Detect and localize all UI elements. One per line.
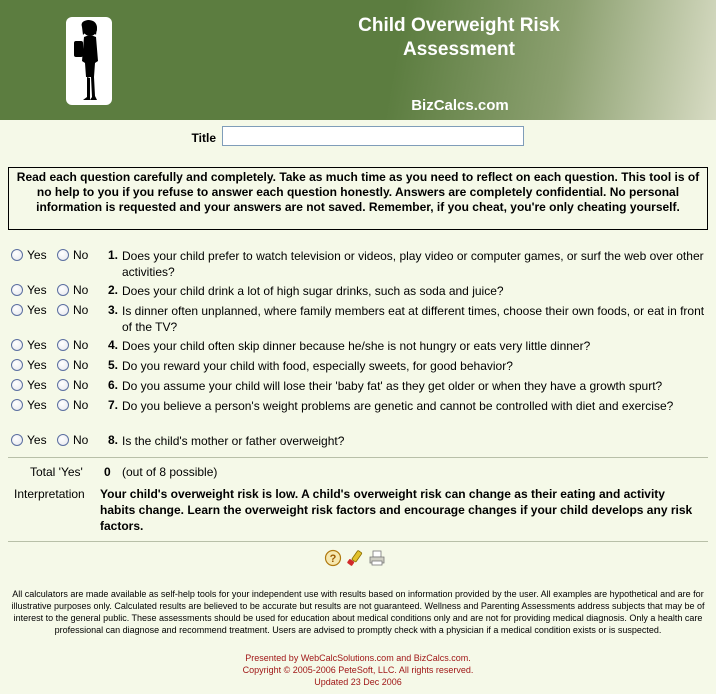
question-text: Does your child prefer to watch television or videos, play video or computer games, or surf the web over other activities? — [122, 249, 704, 279]
question-number: 3. — [107, 303, 118, 317]
no-label: No — [73, 248, 89, 262]
credits-updated: Updated 23 Dec 2006 — [314, 677, 402, 687]
svg-text:?: ? — [329, 553, 337, 565]
brand-name: BizCalcs.com — [411, 97, 509, 114]
yes-radio[interactable] — [11, 379, 23, 391]
no-label: No — [73, 283, 89, 297]
title-label: Title — [191, 131, 216, 145]
yes-radio[interactable] — [11, 249, 23, 261]
interpretation-label: Interpretation — [14, 487, 85, 501]
no-label: No — [73, 433, 89, 447]
no-radio[interactable] — [57, 339, 69, 351]
question-number: 6. — [107, 378, 118, 392]
yes-radio[interactable] — [11, 359, 23, 371]
page-title: Child Overweight Risk Assessment — [358, 15, 560, 60]
divider — [8, 457, 708, 458]
title-row — [0, 126, 716, 150]
question-number: 2. — [107, 283, 118, 297]
help-icon[interactable] — [324, 549, 342, 567]
yes-label: Yes — [27, 378, 47, 392]
yes-label: Yes — [27, 398, 47, 412]
question-text: Do you assume your child will lose their 'baby fat' as they get older or when they have a growth spurt? — [122, 379, 663, 393]
question-text: Is dinner often unplanned, where family members eat at different times, choose their own foods, or eat in front of the TV? — [122, 304, 705, 334]
yes-label: Yes — [27, 338, 47, 352]
yes-radio[interactable] — [11, 339, 23, 351]
yes-label: Yes — [27, 433, 47, 447]
print-icon[interactable] — [368, 549, 386, 567]
yes-label: Yes — [27, 283, 47, 297]
question-number: 5. — [107, 358, 118, 372]
question-text: Is the child's mother or father overweight? — [122, 434, 345, 448]
instructions-box: Read each question carefully and completely. Take as much time as you need to reflect on each question. This tool is of no help to you if you refuse to answer each question honestly. Answers are completely confidential. No personal information is requested and your answers are not saved. Remember, if you cheat, you're only cheating yourself. — [8, 167, 708, 230]
question-number: 1. — [107, 248, 118, 262]
clear-icon[interactable] — [346, 549, 364, 567]
yes-label: Yes — [27, 248, 47, 262]
total-yes-value: 0 — [104, 465, 111, 479]
question-row — [0, 303, 716, 335]
question-text: Do you believe a person's weight problems are genetic and cannot be controlled with diet and exercise? — [122, 399, 674, 413]
yes-radio[interactable] — [11, 399, 23, 411]
question-text: Does your child often skip dinner because he/she is not hungry or eats very little dinner? — [122, 339, 591, 353]
divider — [8, 541, 708, 542]
yes-label: Yes — [27, 303, 47, 317]
question-row — [0, 398, 716, 430]
total-yes-label: Total 'Yes' — [30, 465, 83, 479]
yes-radio[interactable] — [11, 434, 23, 446]
question-number: 7. — [107, 398, 118, 412]
no-label: No — [73, 303, 89, 317]
no-label: No — [73, 338, 89, 352]
yes-radio[interactable] — [11, 284, 23, 296]
no-radio[interactable] — [57, 249, 69, 261]
total-yes-note: (out of 8 possible) — [122, 465, 218, 479]
no-radio[interactable] — [57, 399, 69, 411]
credits-copyright: Copyright © 2005-2006 PeteSoft, LLC. All rights reserved. — [242, 665, 474, 675]
no-radio[interactable] — [57, 379, 69, 391]
no-radio[interactable] — [57, 284, 69, 296]
credits-presented-by: Presented by WebCalcSolutions.com and BizCalcs.com. — [245, 653, 471, 663]
question-text: Do you reward your child with food, especially sweets, for good behavior? — [122, 359, 513, 373]
question-text: Does your child drink a lot of high sugar drinks, such as soda and juice? — [122, 284, 504, 298]
question-row — [0, 433, 716, 465]
no-label: No — [73, 358, 89, 372]
credits — [0, 652, 716, 688]
yes-radio[interactable] — [11, 304, 23, 316]
no-radio[interactable] — [57, 434, 69, 446]
interpretation-text: Your child's overweight risk is low. A child's overweight risk can change as their eating and activity habits change. Learn the overweight risk factors and encourage changes if your child develops any risk factors. — [100, 487, 693, 533]
question-row — [0, 248, 716, 280]
child-silhouette-logo — [66, 17, 112, 105]
no-radio[interactable] — [57, 304, 69, 316]
header-banner — [0, 0, 716, 120]
title-input[interactable] — [222, 126, 524, 146]
question-number: 4. — [107, 338, 118, 352]
no-radio[interactable] — [57, 359, 69, 371]
toolbar — [324, 549, 394, 569]
question-number: 8. — [107, 433, 118, 447]
no-label: No — [73, 398, 89, 412]
yes-label: Yes — [27, 358, 47, 372]
no-label: No — [73, 378, 89, 392]
disclaimer-text: All calculators are made available as self-help tools for your independent use with results based on information provided by the user. All examples are hypothetical and are for illustrative purposes only. Calculated results are believed to be accurate but results are not guaranteed. Wellness and Parenting Assessments address subjects that may be of interest to the general public. These assessments should be used for education about medical conditions only and are not for providing medical diagnosis. Only a health care professional can diagnose and recommend treatment. Users are advised to promptly check with a physician if a medical condition exists or is suspected. — [11, 589, 705, 635]
